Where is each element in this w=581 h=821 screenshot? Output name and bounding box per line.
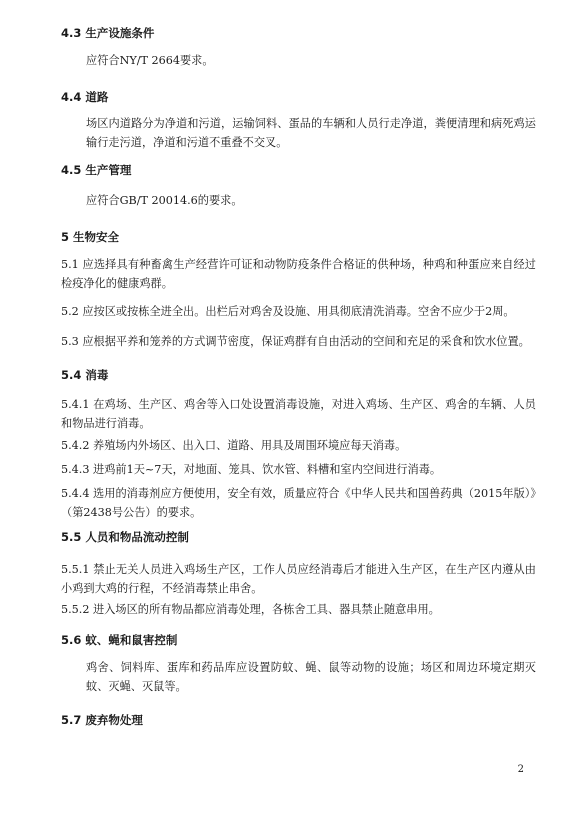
clause-5-2: 5.2 应按区或按栋全进全出。出栏后对鸡舍及设施、用具彻底清洗消毒。空舍不应少于2周。 <box>61 305 515 318</box>
paragraph-4-5: 应符合GB/T 20014.6的要求。 <box>86 194 243 207</box>
clause-5-5-2: 5.5.2 进入场区的所有物品都应消毒处理，各栋舍工具、器具禁止随意串用。 <box>61 603 440 616</box>
heading-4-4: 4.4 道路 <box>61 90 109 104</box>
heading-4-3: 4.3 生产设施条件 <box>61 26 155 40</box>
heading-5-7: 5.7 废弃物处理 <box>61 713 143 727</box>
paragraph-4-4-text: 场区内道路分为净道和污道，运输饲料、蛋品的车辆和人员行走净道，粪便清理和病死鸡运输行走污道，净道和污道不重叠不交叉。 <box>86 117 536 149</box>
heading-5-5: 5.5 人员和物品流动控制 <box>61 530 189 544</box>
heading-5-6: 5.6 蚊、蝇和鼠害控制 <box>61 633 178 647</box>
clause-5-4-3: 5.4.3 进鸡前1天~7天，对地面、笼具、饮水管、料槽和室内空间进行消毒。 <box>61 463 442 476</box>
page-number: 2 <box>517 764 524 775</box>
paragraph-4-4 <box>86 114 536 152</box>
clause-5-3: 5.3 应根据平养和笼养的方式调节密度，保证鸡群有自由活动的空间和充足的采食和饮水位置。 <box>61 335 530 348</box>
paragraph-4-3: 应符合NY/T 2664要求。 <box>86 54 214 67</box>
clause-5-1: 5.1 应选择具有种畜禽生产经营许可证和动物防疫条件合格证的供种场，种鸡和种蛋应来自经过检疫净化的健康鸡群。 <box>61 258 536 290</box>
heading-4-5: 4.5 生产管理 <box>61 163 132 177</box>
clause-5-4-1: 5.4.1 在鸡场、生产区、鸡舍等入口处设置消毒设施，对进入鸡场、生产区、鸡舍的车辆、人员和物品进行消毒。 <box>61 398 536 430</box>
clause-5-4-2: 5.4.2 养殖场内外场区、出入口、道路、用具及周围环境应每天消毒。 <box>61 439 407 452</box>
heading-5: 5 生物安全 <box>61 230 120 244</box>
paragraph-5-6: 鸡舍、饲料库、蛋库和药品库应设置防蚊、蝇、鼠等动物的设施；场区和周边环境定期灭蚊、灭蝇、灭鼠等。 <box>86 661 536 693</box>
heading-5-4: 5.4 消毒 <box>61 368 109 382</box>
clause-5-5-1: 5.5.1 禁止无关人员进入鸡场生产区，工作人员应经消毒后才能进入生产区，在生产区内遵从由小鸡到大鸡的行程，不经消毒禁止串舍。 <box>61 563 536 595</box>
clause-5-4-4: 5.4.4 选用的消毒剂应方便使用，安全有效，质量应符合《中华人民共和国兽药典（2015年版）》（第2438号公告）的要求。 <box>61 487 536 519</box>
